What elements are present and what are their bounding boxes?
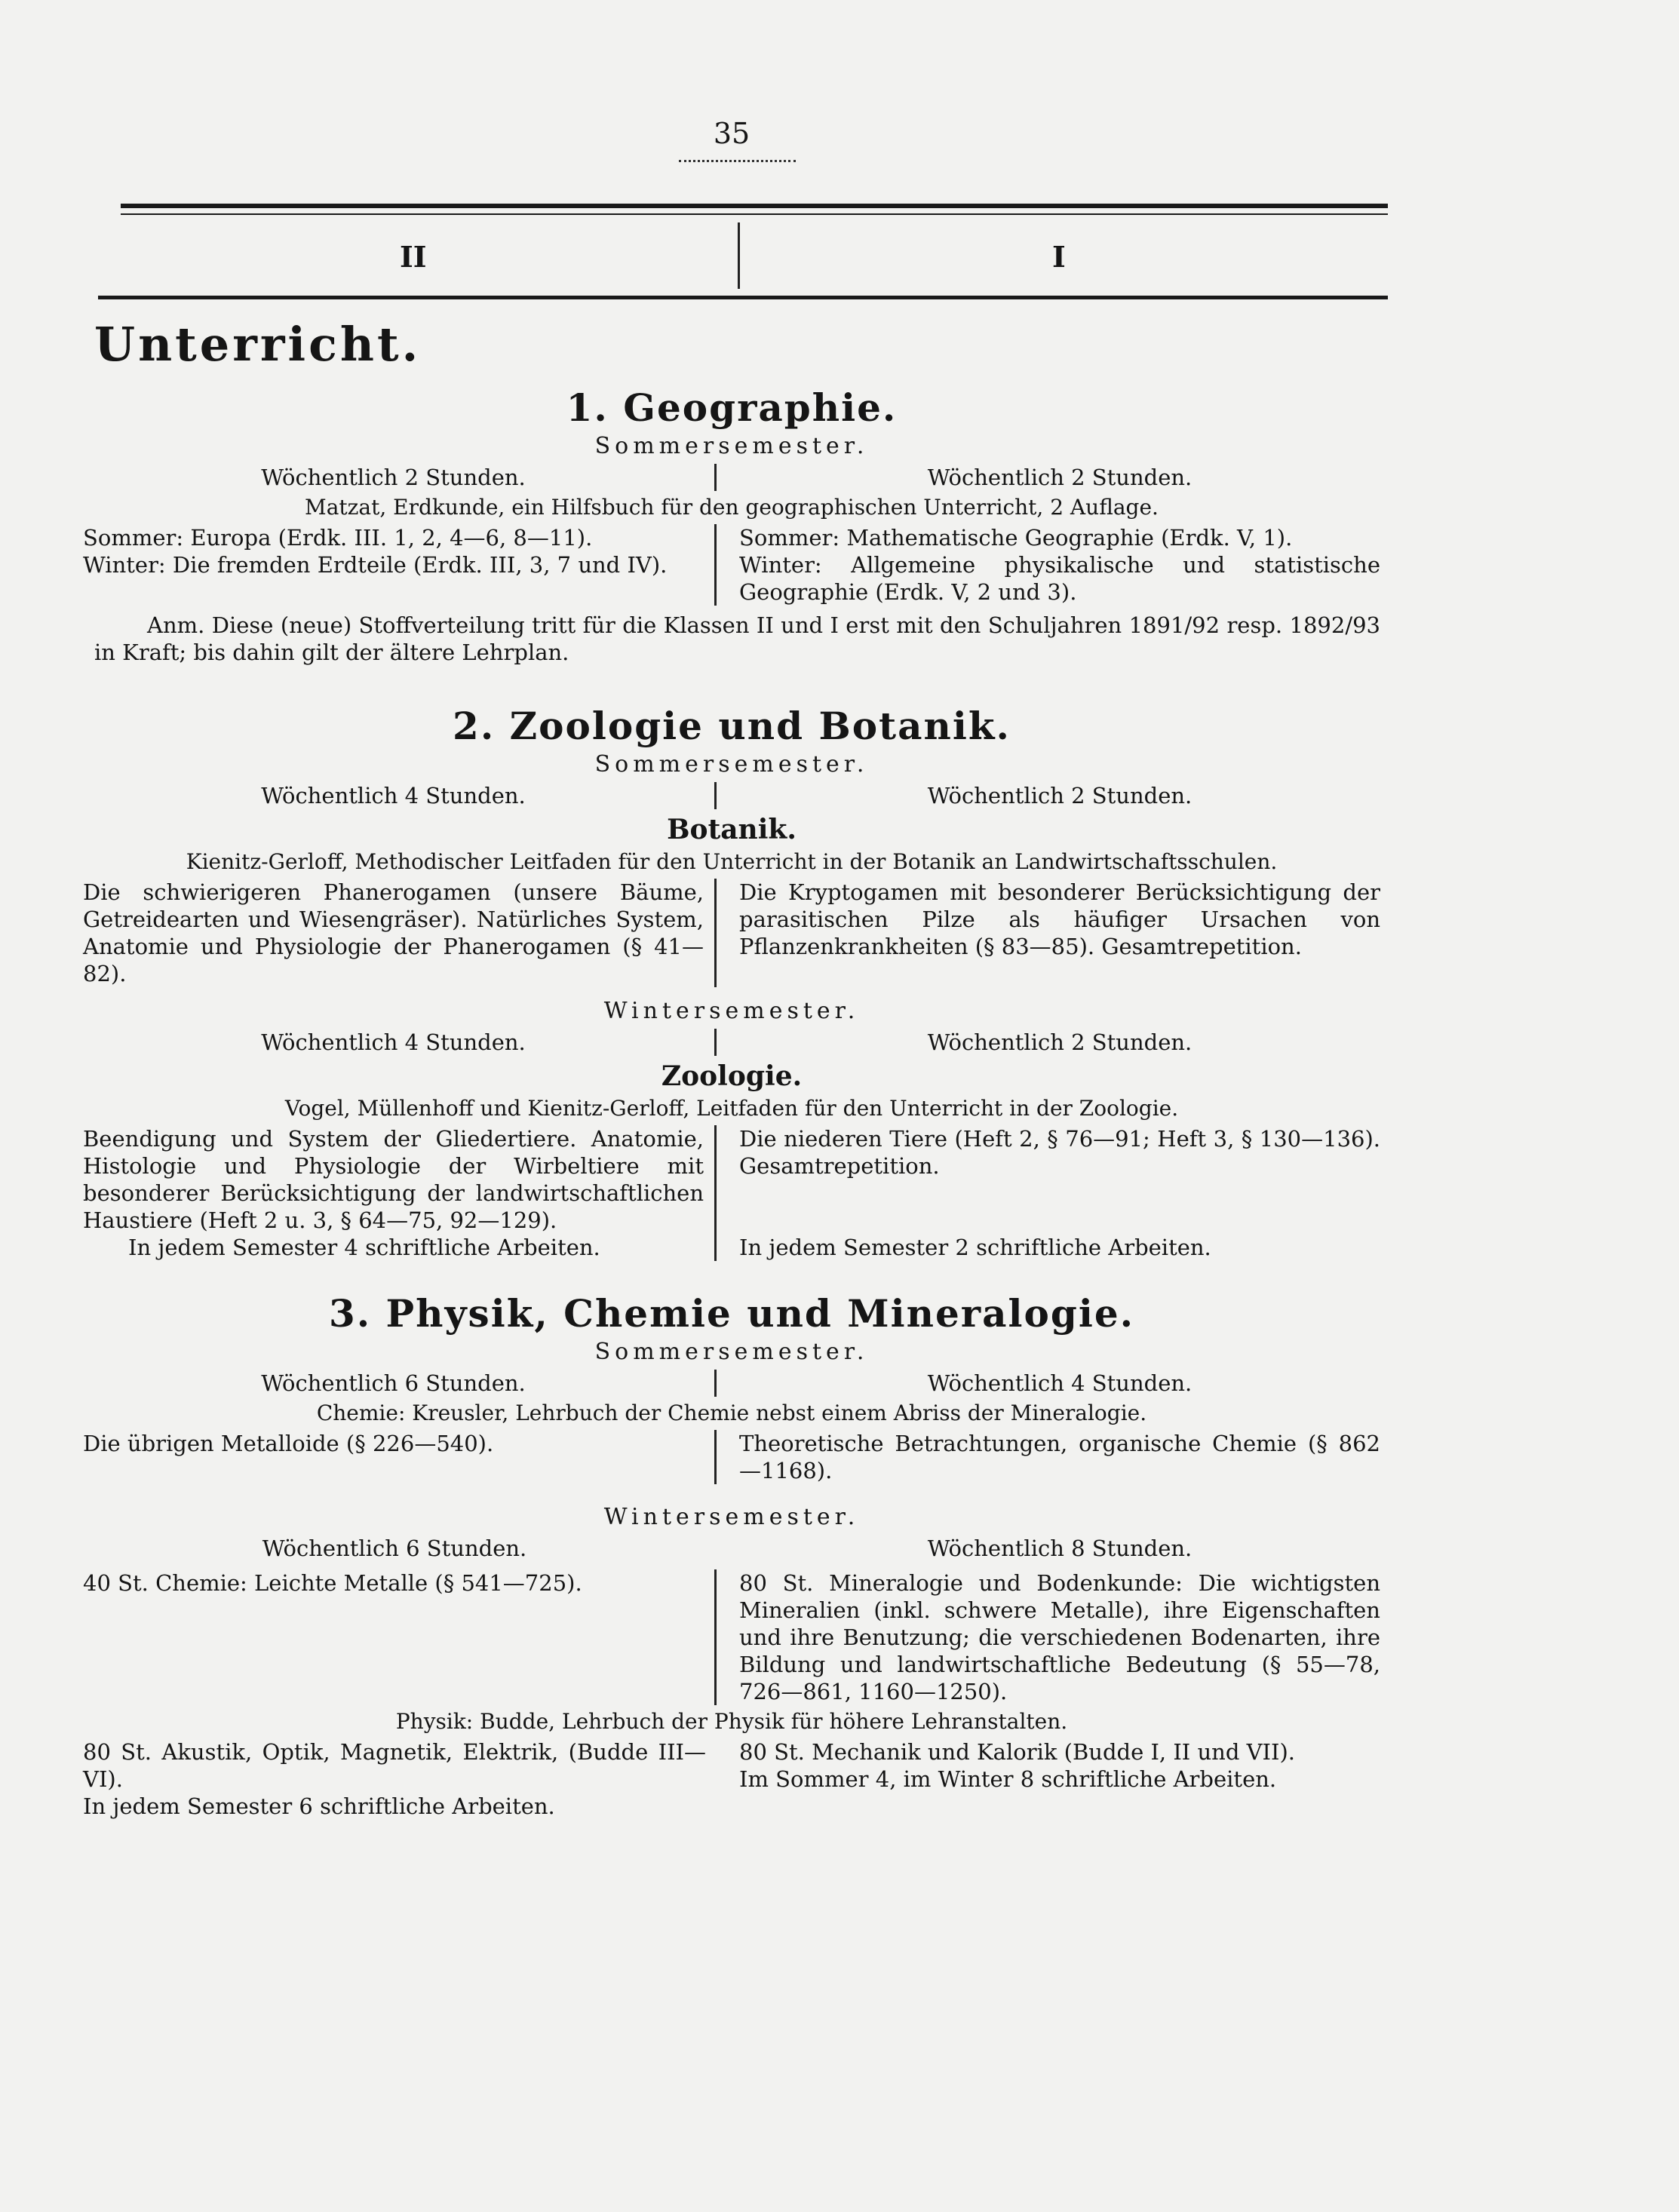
hours-left: Wöchentlich 4 Stunden. (83, 1029, 717, 1056)
subheading-botanik: Botanik. (667, 814, 797, 845)
hours-right: Wöchentlich 4 Stunden. (927, 1370, 1192, 1396)
section-title-physik-chemie: 3. Physik, Chemie und Mineralogie. (328, 1291, 1135, 1336)
right-paragraph: 80 St. Mineralogie und Bodenkunde: Die wichtigsten Mineralien (inkl. schwere Metalle), ihre Eigenschaften und ihre Benutzung; die verschiedenen Bodenarten, ihre Bildung und landwirtschaftliche Bedeutung (§ 55—78, 726—861, 1160—1250). (739, 1570, 1380, 1704)
header-bottom-rule (98, 296, 1388, 299)
content-row (83, 1430, 1380, 1484)
content (83, 302, 1380, 1820)
page (83, 0, 1380, 2212)
left-paragraph: 80 St. Akustik, Optik, Magnetik, Elektrik, (Budde III—VI). (83, 1739, 706, 1792)
semester-label: Sommersemester. (594, 1339, 869, 1365)
right-paragraph: Winter: Allgemeine physikalische und statistische Geographie (Erdk. V, 2 und 3). (739, 552, 1380, 605)
header-divider (738, 222, 740, 289)
hours-left: Wöchentlich 6 Stunden. (262, 1536, 527, 1561)
section-title-geographie: 1. Geographie. (566, 385, 898, 430)
right-paragraph: Die Kryptogamen mit besonderer Berücksichtigung der parasitischen Pilze als häufiger Ursachen von Pflanzenkrankheiten (§ 83—85). Gesamtrepetition. (739, 879, 1380, 959)
annotation-note: Anm. Diese (neue) Stoffverteilung tritt für die Klassen II und I erst mit den Schuljahren 1891/92 resp. 1892/93 in Kraft; bis dahin gilt der ältere Lehrplan. (94, 612, 1380, 665)
right-paragraph: Theoretische Betrachtungen, organische Chemie (§ 862—1168). (739, 1431, 1380, 1483)
left-paragraph: Winter: Die fremden Erdteile (Erdk. III, 3, 7 und IV). (83, 552, 668, 578)
top-rule-thin (121, 213, 1388, 215)
semester-label: Sommersemester. (594, 433, 869, 459)
hours-row (83, 1370, 1380, 1397)
hours-row (83, 1029, 1380, 1056)
left-paragraph: In jedem Semester 4 schriftliche Arbeiten. (128, 1235, 600, 1260)
left-paragraph: 40 St. Chemie: Leichte Metalle (§ 541—725). (83, 1569, 717, 1705)
right-paragraph: Im Sommer 4, im Winter 8 schriftliche Arbeiten. (739, 1766, 1277, 1792)
content-row (83, 1569, 1380, 1705)
hours-right: Wöchentlich 2 Stunden. (927, 1029, 1192, 1055)
right-paragraph: Sommer: Mathematische Geographie (Erdk. V, 1). (739, 525, 1293, 551)
right-paragraph: 80 St. Mechanik und Kalorik (Budde I, II und VII). (739, 1739, 1295, 1765)
left-column-text (83, 1125, 717, 1261)
left-paragraph: Die schwierigeren Phanerogamen (unsere Bäume, Getreidearten und Wiesengräser). Natürliches System, Anatomie und Physiologie der Phanerogamen (§ 41—82). (83, 879, 717, 987)
page-number: 35 (713, 117, 750, 150)
content-row (83, 879, 1380, 987)
textbook-line: Vogel, Müllenhoff und Kienitz-Gerloff, Leitfaden für den Unterricht in der Zoologie. (284, 1096, 1179, 1121)
hours-left: Wöchentlich 4 Stunden. (83, 782, 717, 809)
right-column-text (717, 1738, 1380, 1820)
section-title-zoologie-botanik: 2. Zoologie und Botanik. (453, 704, 1011, 748)
hours-right: Wöchentlich 2 Stunden. (927, 465, 1192, 490)
textbook-line: Physik: Budde, Lehrbuch der Physik für höhere Lehranstalten. (395, 1709, 1068, 1734)
hours-row (83, 464, 1380, 491)
main-heading: Unterricht. (94, 317, 422, 372)
textbook-line: Chemie: Kreusler, Lehrbuch der Chemie nebst einem Abriss der Mineralogie. (316, 1401, 1147, 1425)
hours-right: Wöchentlich 8 Stunden. (927, 1536, 1192, 1561)
right-column-text (717, 524, 1380, 606)
left-paragraph: Die übrigen Metalloide (§ 226—540). (83, 1430, 717, 1484)
left-paragraph: In jedem Semester 6 schriftliche Arbeiten. (83, 1793, 555, 1819)
left-paragraph: Sommer: Europa (Erdk. III. 1, 2, 4—6, 8—11). (83, 525, 593, 551)
content-row (83, 1738, 1380, 1820)
subheading-zoologie: Zoologie. (661, 1060, 803, 1092)
textbook-line: Matzat, Erdkunde, ein Hilfsbuch für den geographischen Unterricht, 2 Auflage. (305, 495, 1159, 520)
right-paragraph: In jedem Semester 2 schriftliche Arbeiten. (739, 1235, 1211, 1260)
hours-right: Wöchentlich 2 Stunden. (927, 783, 1192, 808)
hours-row (83, 782, 1380, 809)
column-header-left: II (400, 240, 427, 274)
content-row (83, 1125, 1380, 1261)
left-column-text (83, 524, 717, 606)
textbook-line: Kienitz-Gerloff, Methodischer Leitfaden für den Unterricht in der Botanik an Landwirtschaftsschulen. (186, 849, 1278, 874)
hours-left: Wöchentlich 6 Stunden. (83, 1370, 717, 1397)
hours-row (83, 1535, 1380, 1562)
ornament-rule (679, 149, 796, 162)
hours-left: Wöchentlich 2 Stunden. (83, 464, 717, 491)
left-column-text (83, 1738, 717, 1820)
content-row (83, 524, 1380, 606)
left-paragraph: Beendigung und System der Gliedertiere. Anatomie, Histologie und Physiologie der Wirbeltiere mit besonderer Berücksichtigung der landwirtschaftlichen Haustiere (Heft 2 u. 3, § 64—75, 92—129). (83, 1126, 704, 1233)
top-rule (121, 204, 1388, 208)
semester-label: Sommersemester. (594, 751, 869, 778)
semester-label: Wintersemester. (603, 1504, 860, 1530)
column-header-right: I (1052, 240, 1066, 274)
right-column-text (717, 1125, 1380, 1261)
semester-label: Wintersemester. (603, 998, 860, 1024)
right-paragraph: Die niederen Tiere (Heft 2, § 76—91; Heft 3, § 130—136). Gesamtrepetition. (739, 1126, 1380, 1179)
